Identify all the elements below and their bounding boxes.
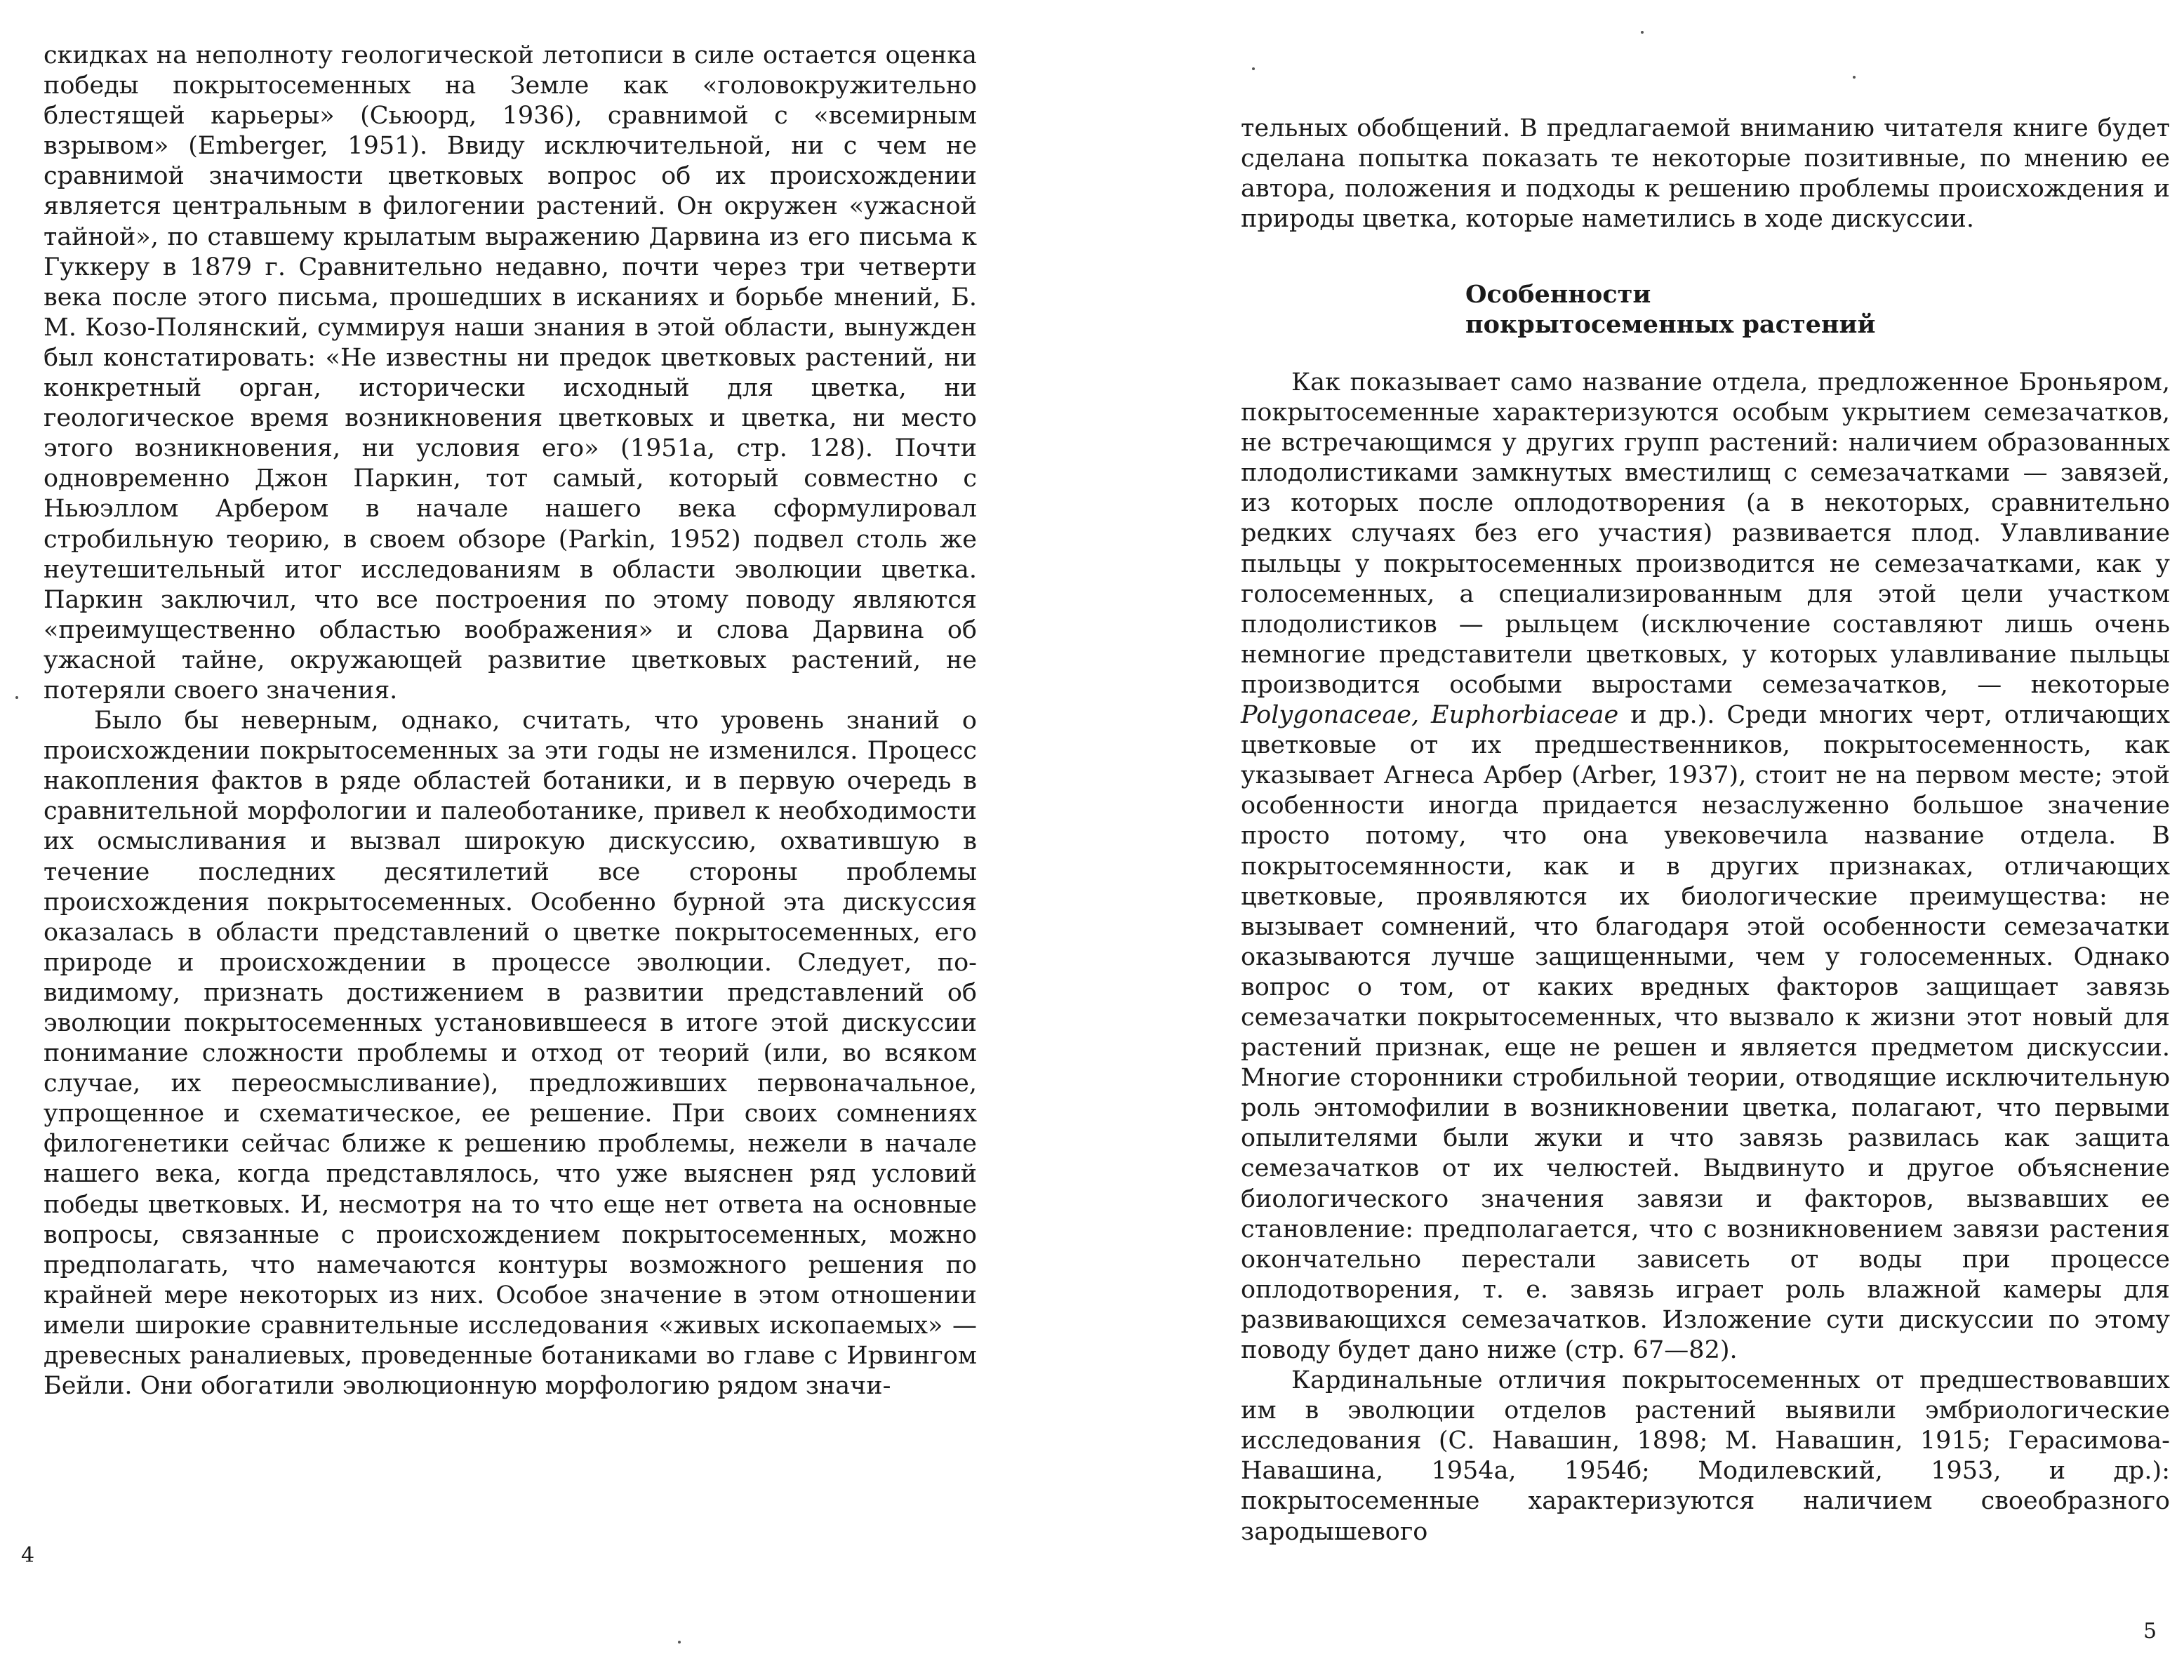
left-page-body	[44, 41, 977, 1401]
page-number-right: 5	[2143, 1619, 2157, 1644]
section-heading	[1465, 279, 2027, 340]
left-paragraph-2: Было бы неверным, однако, считать, что уровень знаний о происхождении покрытосеменных за эти годы не изменился. Процесс накопления фактов в ряде областей ботаники, и в первую очередь в сравнительной морфологии и палеоботанике, привел к необходимости их осмысливания и вызвал широкую дискуссию, охватившую в течение последних десятилетий все стороны проблемы происхождения покрытосеменных. Особенно бурной эта дискуссия оказалась в области представлений о цветке покрытосеменных, его природе и происхождении в процессе эволюции. Следует, по-видимому, признать достижением в развитии представлений об эволюции покрытосеменных установившееся в итоге этой дискуссии понимание сложности проблемы и отход от теорий (или, во всяком случае, их переосмысливание), предложивших первоначальное, упрощенное и схематическое, ее решение. При своих сомнениях филогенетики сейчас ближе к решению проблемы, нежели в начале нашего века, когда представлялось, что уже выяснен ряд условий победы цветковых. И, несмотря на то что еще нет ответа на основные вопросы, связанные с происхождением покрытосеменных, можно предполагать, что намечаются контуры возможного решения по крайней мере некоторых из них. Особое значение в этом отношении имели широкие сравнительные исследования «живых ископаемых» — древесных раналиевых, проведенные ботаниками во главе с Ирвингом Бейли. Они обогатили эволюционную морфологию рядом значи-	[44, 707, 977, 1401]
right-paragraph-2: Кардинальные отличия покрытосеменных от предшествовавших им в эволюции отделов растений выявили эмбриологические исследования (С. Навашин, 1898; М. Навашин, 1915; Герасимова-Навашина, 1954а, 1954б; Модилевский, 1953, и др.): покрытосеменные характеризуются наличием своеобразного зародышевого	[1241, 1366, 2170, 1546]
left-paragraph-1: скидках на неполноту геологической летописи в силе остается оценка победы покрытосеменных на Земле как «головокружительно блестящей карьеры» (Сьюорд, 1936), сравнимой с «всемирным взрывом» (Emberger, 1951). Ввиду исключительной, ни с чем не сравнимой значимости цветковых вопрос об их происхождении является центральным в филогении растений. Он окружен «ужасной тайной», по ставшему крылатым выражению Дарвина из его письма к Гуккеру в 1879 г. Сравнительно недавно, почти через три четверти века после этого письма, прошедших в исканиях и борьбе мнений, Б. М. Козо-Полянский, суммируя наши знания в этой области, вынужден был констатировать: «Не известны ни предок цветковых растений, ни конкретный орган, исторически исходный для цветка, ни геологическое время возникновения цветковых и цветка, ни место этого возникновения, ни условия его» (1951а, стр. 128). Почти одновременно Джон Паркин, тот самый, который совместно с Ньюэллом Арбером в начале нашего века сформулировал стробильную теорию, в своем обзоре (Parkin, 1952) подвел столь же неутешительный итог исследованиям в области эволюции цветка. Паркин заключил, что все построения по этому поводу являются «преимущественно областью воображения» и слова Дарвина об ужасной тайне, окружающей развитие цветковых растений, не потеряли своего значения.	[44, 41, 977, 705]
scan-speck	[678, 1641, 681, 1644]
right-paragraph-1-part-2: и др.). Среди многих черт, отличающих цветковые от их предшественников, покрытосеменность, как указывает Агнеса Арбер (Arber, 1937), стоит не на первом месте; этой особенности иногда придается незаслуженно большое значение просто потому, что она увековечила название отдела. В покрытосемянности, как и в других признаках, отличающих цветковые, проявляются их биологические преимущества: не вызывает сомнений, что благодаря этой особенности семезачатки оказываются лучше защищенными, чем у голосеменных. Однако вопрос о том, от каких вредных факторов защищает завязь семезачатки покрытосеменных, что вызвало к жизни этот новый для растений признак, еще не решен и является предметом дискуссии. Многие сторонники стробильной теории, отводящие исключительную роль энтомофилии в возникновении цветка, полагают, что первыми опылителями были жуки и что завязь развилась как защита семезачатков от их челюстей. Выдвинуто и другое объяснение биологического значения завязи и факторов, вызвавших ее становление: предполагается, что с возникновением завязи растения окончательно перестали зависеть от воды при процессе оплодотворения, т. е. завязь играет роль влажной камеры для развивающихся семезачатков. Изложение сути дискуссии по этому поводу будет дано ниже (стр. 67—82).	[1241, 701, 2170, 1364]
page-number-left: 4	[21, 1543, 35, 1568]
scan-speck	[1252, 67, 1255, 70]
right-page	[1092, 0, 2184, 1680]
taxon-names: Polygonaceae, Euphorbiaceae	[1241, 701, 1619, 730]
right-intro-paragraph: тельных обобщений. В предлагаемой вниманию читателя книге будет сделана попытка показать те некоторые позитивные, по мнению ее автора, положения и подходы к решению проблемы происхождения и природы цветка, которые наметились в ходе дискуссии.	[1241, 114, 2170, 234]
section-heading-line-2: покрытосеменных растений	[1465, 310, 1876, 339]
right-paragraph-1-part-1: Как показывает само название отдела, предложенное Броньяром, покрытосеменные характеризуются особым укрытием семезачатков, не встречающимся у других групп растений: наличием образованных плодолистиками замкнутых вместилищ с семезачатками — завязей, из которых после оплодотворения (а в некоторых, сравнительно редких случаях без его участия) развивается плод. Улавливание пыльцы у покрытосеменных производится не семезачатками, как у голосеменных, а специализированным для этой цели участком плодолистиков — рыльцем (исключение составляют лишь очень немногие представители цветковых, у которых улавливание пыльцы производится особыми выростами семезачатков, — некоторые	[1241, 368, 2170, 699]
right-page-body	[1241, 368, 2170, 1547]
right-paragraph-1	[1241, 368, 2170, 1366]
scan-speck	[15, 696, 18, 699]
right-page-intro	[1241, 114, 2170, 234]
scan-speck	[1853, 76, 1856, 79]
section-heading-line-1: Особенности	[1465, 280, 1651, 309]
scan-speck	[1641, 31, 1644, 34]
